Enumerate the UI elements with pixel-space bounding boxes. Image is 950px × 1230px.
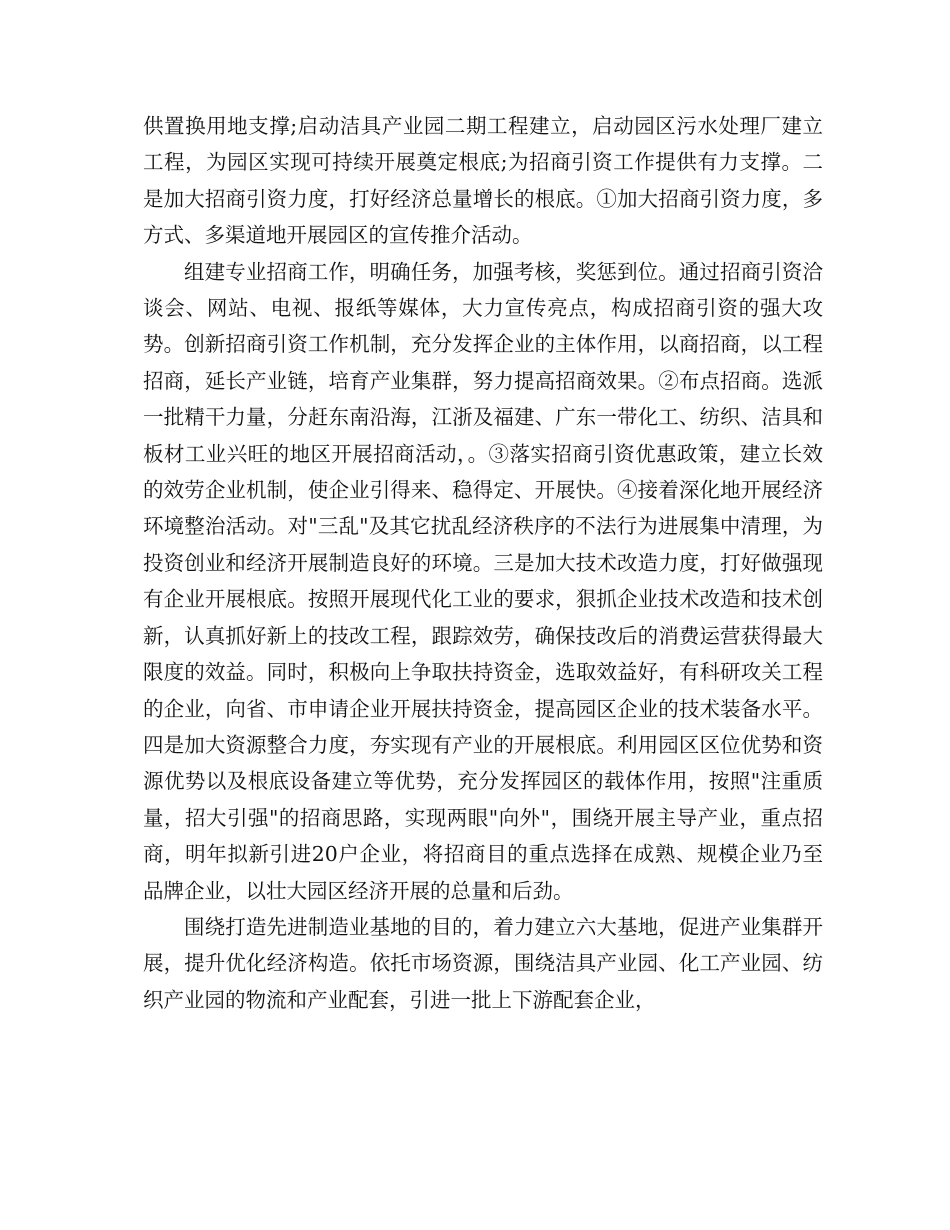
paragraph-1: 供置换用地支撑;启动洁具产业园二期工程建立，启动园区污水处理厂建立工程，为园区实现可持续开展奠定根底;为招商引资工作提供有力支撑。二是加大招商引资力度，打好经济总量增长的根底。①加大招商引资力度，多方式、多渠道地开展园区的宣传推介活动。 [143, 114, 823, 248]
document-page [143, 108, 823, 1018]
paragraph-2: 组建专业招商工作，明确任务，加强考核，奖惩到位。通过招商引资洽谈会、网站、电视、报纸等媒体，大力宣传亮点，构成招商引资的强大攻势。创新招商引资工作机制，充分发挥企业的主体作用，以商招商，以工程招商，延长产业链，培育产业集群，努力提高招商效果。②布点招商。选派一批精干力量，分赶东南沿海，江浙及福建、广东一带化工、纺织、洁具和板材工业兴旺的地区开展招商活动，。③落实招商引资优惠政策，建立长效的效劳企业机制，使企业引得来、稳得定、开展快。④接着深化地开展经济环境整治活动。对"三乱"及其它扰乱经济秩序的不法行为进展集中清理，为投资创业和经济开展制造良好的环境。三是加大技术改造力度，打好做强现有企业开展根底。按照开展现代化工业的要求，狠抓企业技术改造和技术创新，认真抓好新上的技改工程，跟踪效劳，确保技改后的消费运营获得最大限度的效益。同时，积极向上争取扶持资金，选取效益好，有科研攻关工程的企业，向省、市申请企业开展扶持资金，提高园区企业的技术装备水平。四是加大资源整合力度，夯实现有产业的开展根底。利用园区区位优势和资源优势以及根底设备建立等优势，充分发挥园区的载体作用，按照"注重质量，招大引强"的招商思路，实现两眼"向外"，围绕开展主导产业，重点招商，明年拟新引进20户企业，将招商目的重点选择在成熟、规模企业乃至品牌企业，以壮大园区经济开展的总量和后劲。 [143, 259, 823, 903]
paragraph-3: 围绕打造先进制造业基地的目的，着力建立六大基地，促进产业集群开展，提升优化经济构造。依托市场资源，围绕洁具产业园、化工产业园、纺织产业园的物流和产业配套，引进一批上下游配套企业， [143, 914, 823, 1012]
